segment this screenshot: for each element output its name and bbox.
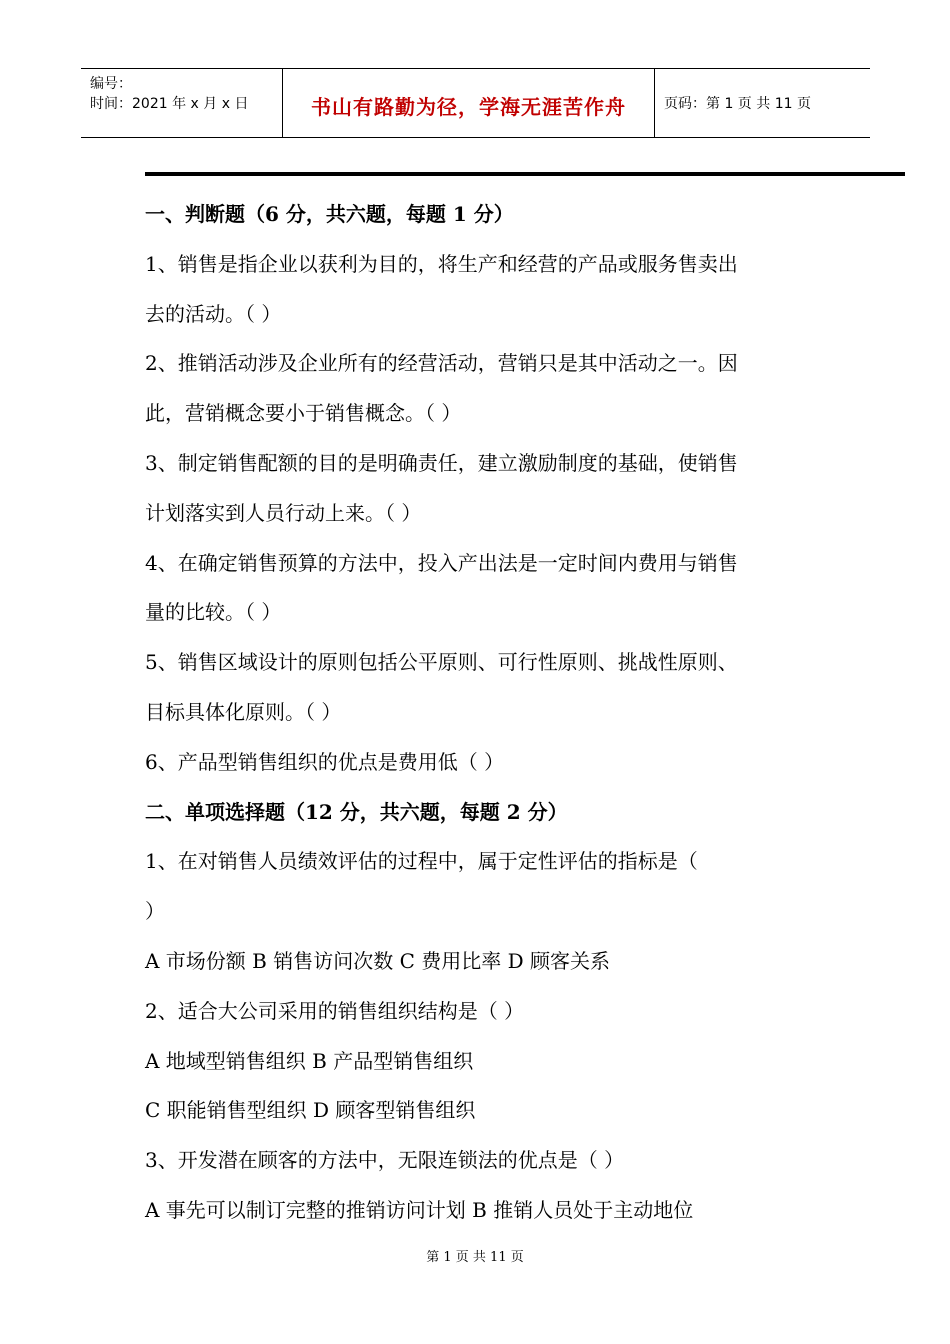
header-page-cell xyxy=(655,69,870,137)
page-label: 页码：第 1 页 共 11 页 xyxy=(664,96,811,112)
option-line: A 市场份额 B 销售访问次数 C 费用比率 D 顾客关系 xyxy=(145,948,610,973)
text-line: 量的比较。（ ） xyxy=(145,600,282,625)
option-line: A 事先可以制订完整的推销访问计划 B 推销人员处于主动地位 xyxy=(145,1197,694,1222)
text-line: 目标具体化原则。（ ） xyxy=(145,699,342,724)
document-body xyxy=(145,190,825,1236)
motto: 书山有路勤为径，学海无涯苦作舟 xyxy=(311,94,626,119)
text-line: 1、销售是指企业以获利为目的，将生产和经营的产品或服务售卖出 xyxy=(145,251,738,276)
section-heading: 二、单项选择题（12 分，共六题，每题 2 分） xyxy=(145,799,568,824)
header-motto-cell xyxy=(283,69,655,137)
text-line: 4、在确定销售预算的方法中，投入产出法是一定时间内费用与销售 xyxy=(145,550,738,575)
option-line: A 地域型销售组织 B 产品型销售组织 xyxy=(145,1048,474,1073)
page-footer: 第 1 页 共 11 页 xyxy=(426,1250,524,1265)
header-meta xyxy=(81,69,283,137)
text-line: 5、销售区域设计的原则包括公平原则、可行性原则、挑战性原则、 xyxy=(145,650,738,675)
divider-rule xyxy=(145,172,905,176)
number-label: 编号： xyxy=(90,76,132,92)
text-line: 3、开发潜在顾客的方法中，无限连锁法的优点是（ ） xyxy=(145,1148,625,1173)
text-line: 2、推销活动涉及企业所有的经营活动，营销只是其中活动之一。因 xyxy=(145,351,738,376)
page-header xyxy=(81,68,870,138)
option-line: C 职能销售型组织 D 顾客型销售组织 xyxy=(145,1098,476,1123)
time-label: 时间：2021 年 x 月 x 日 xyxy=(90,96,249,112)
text-line: ） xyxy=(145,899,165,924)
text-line: 去的活动。（ ） xyxy=(145,301,282,326)
text-line: 2、适合大公司采用的销售组织结构是（ ） xyxy=(145,998,525,1023)
text-line: 1、在对销售人员绩效评估的过程中，属于定性评估的指标是（ xyxy=(145,849,698,874)
text-line: 3、制定销售配额的目的是明确责任，建立激励制度的基础，使销售 xyxy=(145,450,738,475)
text-line: 此，营销概念要小于销售概念。（ ） xyxy=(145,401,462,426)
text-line: 计划落实到人员行动上来。（ ） xyxy=(145,500,422,525)
text-line: 6、产品型销售组织的优点是费用低（ ） xyxy=(145,749,505,774)
section-heading: 一、判断题（6 分，共六题，每题 1 分） xyxy=(145,202,514,226)
